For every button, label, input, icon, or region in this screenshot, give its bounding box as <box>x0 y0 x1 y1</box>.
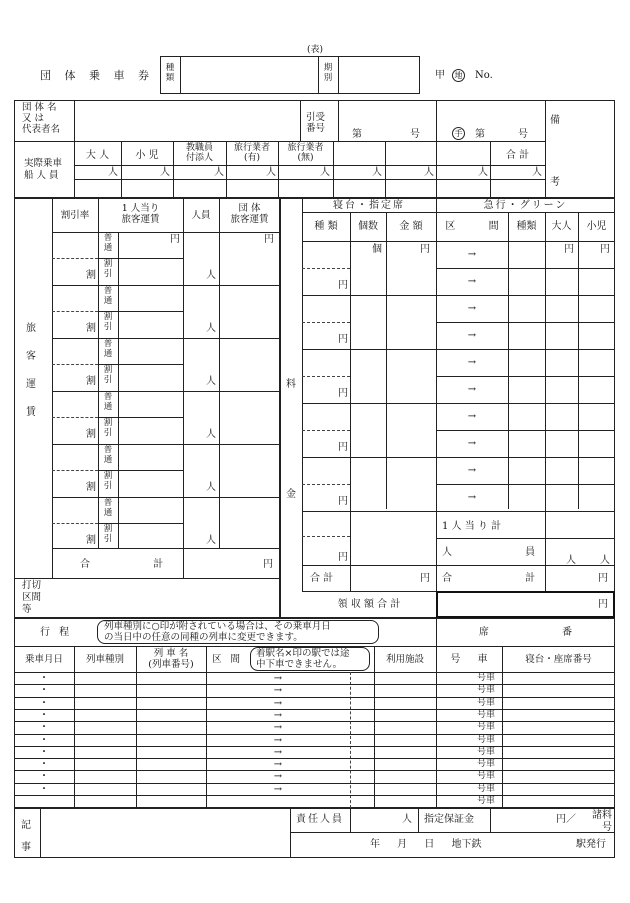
normal-fare-label: 普通 <box>103 445 113 465</box>
sleeper-header: 寝台・指定席 <box>333 200 405 211</box>
fare-yen-unit: 円 <box>264 234 274 245</box>
sleeper-divider <box>302 376 350 377</box>
section-label: 区 間 <box>212 654 241 665</box>
kiji-label: 記 事 <box>21 820 31 853</box>
date-dot: ・ <box>39 783 49 795</box>
normal-fare-label: 普通 <box>103 498 113 518</box>
fare-divider <box>52 258 98 259</box>
fare-person-unit: 人 <box>206 376 216 387</box>
person-unit: 人 <box>266 167 276 178</box>
ticket-title: 団 体 乗 車 券 <box>40 69 154 82</box>
go2-label: 号 <box>518 129 528 140</box>
wari-label: 割 <box>86 270 96 281</box>
sleeper-row-line <box>302 349 436 350</box>
itinerary-row-line <box>14 721 615 722</box>
sleeper-row-line <box>302 511 436 512</box>
date-dot: ・ <box>39 709 49 721</box>
itinerary-row-line <box>14 697 615 698</box>
wari-label: 割 <box>86 376 96 387</box>
car-unit: 号車 <box>477 722 496 733</box>
person-unit: 人 <box>532 167 542 178</box>
no-label: No. <box>475 70 493 81</box>
agent-paid-label: 旅行業者 (有) <box>233 143 270 164</box>
deposit-label: 指定保証金 <box>424 814 474 825</box>
station-issue: 駅発行 <box>576 839 606 850</box>
fare-yen-unit: 円 <box>170 234 180 245</box>
dai-label: 第 <box>352 129 362 140</box>
fare-person-unit: 人 <box>206 535 216 546</box>
child-label: 小児 <box>586 221 607 232</box>
receipt-yen: 円 <box>598 599 608 610</box>
seat-header: 席 番 <box>478 627 573 638</box>
normal-fare-label: 普通 <box>103 286 113 306</box>
normal-fare-label: 普通 <box>103 233 113 253</box>
sleeper-divider <box>302 268 350 269</box>
piece-unit: 個 <box>372 244 382 255</box>
itinerary-row-line <box>14 734 615 735</box>
car-unit: 号車 <box>477 796 496 806</box>
express-row-line <box>436 511 615 512</box>
express-arrow: → <box>467 249 477 260</box>
adult-label: 大 人 <box>85 150 110 161</box>
date-dot: ・ <box>39 673 49 684</box>
section-arrow: → <box>273 759 283 771</box>
remarks-label-2: 考 <box>550 177 560 188</box>
fare-total-label: 合 計 <box>80 559 164 570</box>
car-unit: 号車 <box>477 759 496 770</box>
express-arrow: → <box>467 384 477 395</box>
section-arrow: → <box>273 673 283 684</box>
fare-row-line <box>52 391 280 392</box>
person-unit: 人 <box>214 167 224 178</box>
section-arrow: → <box>273 722 283 734</box>
sleeper-row-line <box>302 295 436 296</box>
section-arrow: → <box>273 685 283 697</box>
receipt-total-box[interactable] <box>436 591 615 618</box>
fare-divider <box>52 470 98 471</box>
sleeper-row-line <box>302 457 436 458</box>
charge-total-yen: 円 <box>420 573 430 584</box>
teacher-label: 教職員 付添人 <box>185 143 213 164</box>
car-unit: 号車 <box>477 746 496 757</box>
date-dot: ・ <box>39 734 49 746</box>
hikiuke-label: 引受 番号 <box>306 112 326 135</box>
sleeper-divider <box>302 430 350 431</box>
responsible-label: 責任人員 <box>296 814 344 825</box>
misc-label: 諸料 号 <box>592 810 612 833</box>
express-row-line <box>436 484 615 485</box>
fare-divider <box>52 417 98 418</box>
itinerary-row-line <box>14 770 615 771</box>
section-arrow: → <box>273 783 283 795</box>
express-row-line <box>436 538 615 539</box>
actual-passengers-label: 実際乗車 船 人 員 <box>24 158 63 182</box>
facility-label: 利用施設 <box>385 654 424 665</box>
express-arrow: → <box>467 276 477 287</box>
group-fare-label: 団 体 旅客運賃 <box>230 203 269 226</box>
express-arrow: → <box>467 303 477 314</box>
amount-label: 金 額 <box>399 221 423 232</box>
express-total-label: 合 計 <box>442 573 536 584</box>
train-type-label: 列車種別 <box>85 654 124 665</box>
normal-fare-label: 普通 <box>103 339 113 359</box>
itinerary-row-line <box>14 758 615 759</box>
kind-box[interactable] <box>160 56 420 94</box>
fare-row-line <box>52 338 280 339</box>
fare-person-unit: 人 <box>206 429 216 440</box>
group-name-label: 団 体 名 又 は 代表者名 <box>22 102 61 135</box>
discount-fare-label: 割引 <box>103 365 113 385</box>
sleeper-divider <box>302 484 350 485</box>
child-label: 小 児 <box>135 150 159 161</box>
section-arrow: → <box>273 734 283 746</box>
express-header: 急行・グリーン <box>483 200 568 211</box>
fare-row-line <box>52 497 280 498</box>
person-unit: 人 <box>108 167 118 178</box>
express-arrow: → <box>467 330 477 341</box>
chi-circle-mark: 地 <box>452 69 465 82</box>
sleeper-yen: 円 <box>338 280 348 291</box>
express-row-line <box>436 457 615 458</box>
sleeper-row-line <box>302 403 436 404</box>
wari-label: 割 <box>86 323 96 334</box>
car-unit: 号車 <box>477 771 496 782</box>
kou-label: 甲 <box>435 70 445 81</box>
section-arrow: → <box>273 709 283 721</box>
section-label: 区 間 <box>445 221 499 232</box>
person-unit: 人 <box>320 167 330 178</box>
discount-rate-label: 割引率 <box>60 210 90 221</box>
date-label: 乗車月日 <box>24 654 63 665</box>
go-label: 号 <box>410 129 420 140</box>
itinerary-row-line <box>14 795 615 796</box>
itinerary-notice: 列車種別に○印が附されている場合は、その乗車月日 の当日中の任意の同種の列車に変更できます。 <box>104 621 331 643</box>
wari-label: 割 <box>86 482 96 493</box>
express-row-line <box>436 268 615 269</box>
count-label: 人員 <box>191 210 211 221</box>
deposit-yen: 円／ <box>556 814 576 825</box>
express-total-yen: 円 <box>598 573 608 584</box>
sleeper-yen: 円 <box>338 496 348 507</box>
express-arrow: → <box>467 465 477 476</box>
express-arrow: → <box>467 438 477 449</box>
charge-total-label: 合 計 <box>310 573 334 584</box>
person-unit: 人 <box>424 167 434 178</box>
date-dot: ・ <box>39 746 49 758</box>
person-unit: 人 <box>478 167 488 178</box>
car-unit: 号車 <box>477 709 496 720</box>
train-name-label: 列 車 名 (列車番号) <box>148 648 194 671</box>
section-arrow: → <box>273 771 283 783</box>
fare-divider <box>52 311 98 312</box>
date-dot: ・ <box>39 697 49 709</box>
sleeper-divider <box>302 536 350 537</box>
fare-row-line <box>52 444 280 445</box>
car-unit: 号車 <box>477 783 496 794</box>
itinerary-row-line <box>14 684 615 685</box>
sleeper-yen: 円 <box>338 334 348 345</box>
itinerary-row-line <box>14 709 615 710</box>
wari-label: 割 <box>86 535 96 546</box>
express-row-line <box>436 376 615 377</box>
kind-label: 種類 <box>165 63 175 83</box>
amount-yen: 円 <box>420 244 430 255</box>
discount-fare-label: 割引 <box>103 524 113 544</box>
child-yen: 円 <box>600 244 610 255</box>
te-circle-mark: 手 <box>452 127 465 140</box>
seat-no-label: 寝台・座席番号 <box>525 654 592 665</box>
uchikiri-label: 打切 区間 等 <box>22 580 42 615</box>
fare-row-line <box>52 285 280 286</box>
person-unit: 人 <box>160 167 170 178</box>
person-unit: 人 <box>600 555 610 566</box>
person-unit: 人 <box>566 555 576 566</box>
date-dot: ・ <box>39 771 49 783</box>
date-line: 年 月 日 地下鉄 <box>370 839 482 850</box>
itinerary-row-line <box>14 746 615 747</box>
fare-divider <box>52 523 98 524</box>
express-arrow: → <box>467 492 477 503</box>
itinerary-row-line <box>14 783 615 784</box>
normal-fare-label: 普通 <box>103 392 113 412</box>
charge-side-label: 料金 <box>286 379 296 500</box>
per-person-total-label: 1 人 当 り 計 <box>442 521 502 532</box>
kind2-label: 種類 <box>516 221 537 232</box>
date-dot: ・ <box>39 759 49 771</box>
adult-yen: 円 <box>564 244 574 255</box>
receipt-total-label: 領 収 額 合 計 <box>337 599 401 610</box>
fare-side-label: 旅客運賃 <box>26 323 36 418</box>
sleeper-yen: 円 <box>338 442 348 453</box>
agent-free-label: 旅行業者 (無) <box>287 143 324 164</box>
period-label: 期別 <box>323 63 333 83</box>
express-row-line <box>436 322 615 323</box>
wari-label: 割 <box>86 429 96 440</box>
express-row-line <box>436 430 615 431</box>
express-arrow: → <box>467 357 477 368</box>
car-unit: 号車 <box>477 685 496 696</box>
dai2-label: 第 <box>475 129 485 140</box>
car-unit: 号車 <box>477 673 496 683</box>
itinerary-note2: 着駅名×印の駅では途 中下車できません。 <box>256 648 350 670</box>
fare-person-unit: 人 <box>206 323 216 334</box>
discount-fare-label: 割引 <box>103 259 113 279</box>
persons-label: 人 員 <box>442 547 536 558</box>
adult-label: 大人 <box>551 221 572 232</box>
sleeper-yen: 円 <box>338 388 348 399</box>
fare-person-unit: 人 <box>206 270 216 281</box>
express-row-line <box>436 349 615 350</box>
date-dot: ・ <box>39 685 49 697</box>
express-arrow: → <box>467 411 477 422</box>
car-no-label: 号 車 <box>450 654 488 665</box>
responsible-unit: 人 <box>402 814 412 825</box>
sleeper-divider <box>302 322 350 323</box>
per-person-label: 1 人当り 旅客運賃 <box>121 203 160 226</box>
remarks-label: 備 <box>550 115 560 126</box>
sleeper-yen: 円 <box>338 552 348 563</box>
discount-fare-label: 割引 <box>103 471 113 491</box>
section-arrow: → <box>273 746 283 758</box>
section-arrow: → <box>273 697 283 709</box>
car-unit: 号車 <box>477 734 496 745</box>
discount-fare-label: 割引 <box>103 312 113 332</box>
itinerary-title: 行 程 <box>40 627 73 638</box>
person-unit: 人 <box>372 167 382 178</box>
fare-divider <box>52 364 98 365</box>
date-dot: ・ <box>39 722 49 734</box>
side-label: (表) <box>306 45 324 55</box>
car-unit: 号車 <box>477 697 496 708</box>
discount-fare-label: 割引 <box>103 418 113 438</box>
fare-person-unit: 人 <box>206 482 216 493</box>
total-label: 合 計 <box>505 150 530 161</box>
qty-label: 個数 <box>358 221 378 232</box>
express-row-line <box>436 403 615 404</box>
kind-label: 種 類 <box>314 221 338 232</box>
fare-total-yen: 円 <box>263 559 273 570</box>
express-row-line <box>436 295 615 296</box>
